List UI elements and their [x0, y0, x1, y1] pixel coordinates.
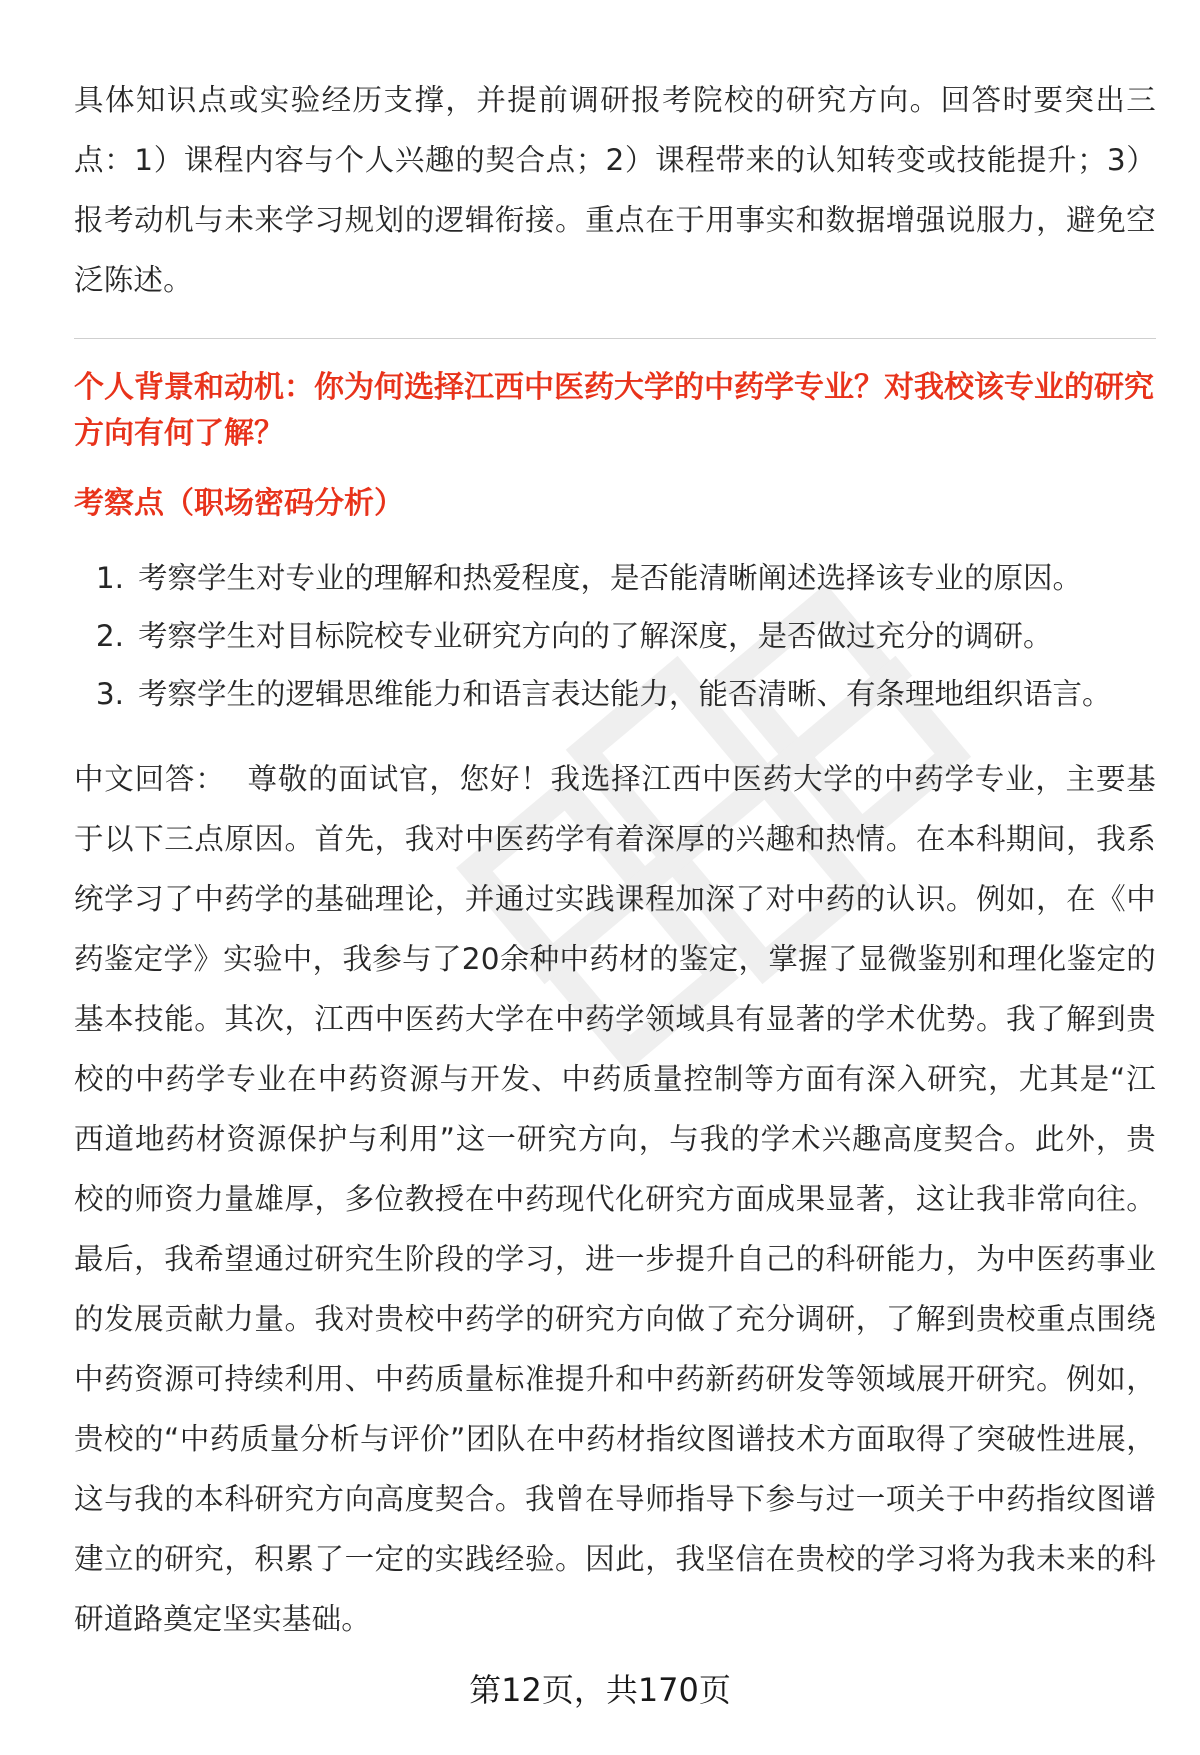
document-page	[74, 70, 1156, 1649]
section-divider	[74, 338, 1156, 339]
list-item	[74, 549, 1156, 607]
answer-label: 中文回答：	[74, 762, 226, 796]
list-item-number: 1.	[95, 561, 124, 595]
list-item-number: 2.	[95, 619, 124, 653]
assessment-list	[74, 549, 1156, 723]
answer-paragraph	[74, 749, 1156, 1649]
page-number: 第12页，共170页	[469, 1671, 731, 1709]
list-item-number: 3.	[95, 677, 124, 711]
question-heading: 个人背景和动机：你为何选择江西中医药大学的中药学专业？对我校该专业的研究方向有何了解？	[74, 370, 1154, 451]
answer-text: 尊敬的面试官，您好！我选择江西中医药大学的中药学专业，主要基于以下三点原因。首先，我对中医药学有着深厚的兴趣和热情。在本科期间，我系统学习了中药学的基础理论，并通过实践课程加深了对中药的认识。例如，在《中药鉴定学》实验中，我参与了20余种中药材的鉴定，掌握了显微鉴别和理化鉴定的基本技能。其次，江西中医药大学在中药学领域具有显著的学术优势。我了解到贵校的中药学专业在中药资源与开发、中药质量控制等方面有深入研究，尤其是“江西道地药材资源保护与利用”这一研究方向，与我的学术兴趣高度契合。此外，贵校的师资力量雄厚，多位教授在中药现代化研究方面成果显著，这让我非常向往。最后，我希望通过研究生阶段的学习，进一步提升自己的科研能力，为中医药事业的发展贡献力量。我对贵校中药学的研究方向做了充分调研，了解到贵校重点围绕中药资源可持续利用、中药质量标准提升和中药新药研发等领域展开研究。例如，贵校的“中药质量分析与评价”团队在中药材指纹图谱技术方面取得了突破性进展，这与我的本科研究方向高度契合。我曾在导师指导下参与过一项关于中药指纹图谱建立的研究，积累了一定的实践经验。因此，我坚信在贵校的学习将为我未来的科研道路奠定坚实基础。	[74, 762, 1156, 1636]
list-item-text: 考察学生对目标院校专业研究方向的了解深度，是否做过充分的调研。	[138, 619, 1053, 653]
list-item-text: 考察学生的逻辑思维能力和语言表达能力，能否清晰、有条理地组织语言。	[138, 677, 1112, 711]
list-item-text: 考察学生对专业的理解和热爱程度，是否能清晰阐述选择该专业的原因。	[138, 561, 1083, 595]
list-item	[74, 665, 1156, 723]
assessment-title: 考察点（职场密码分析）	[74, 486, 404, 521]
intro-paragraph: 具体知识点或实验经历支撑，并提前调研报考院校的研究方向。回答时要突出三点：1）课程内容与个人兴趣的契合点；2）课程带来的认知转变或技能提升；3）报考动机与未来学习规划的逻辑衔接。重点在于用事实和数据增强说服力，避免空泛陈述。	[74, 83, 1156, 297]
list-item	[74, 607, 1156, 665]
